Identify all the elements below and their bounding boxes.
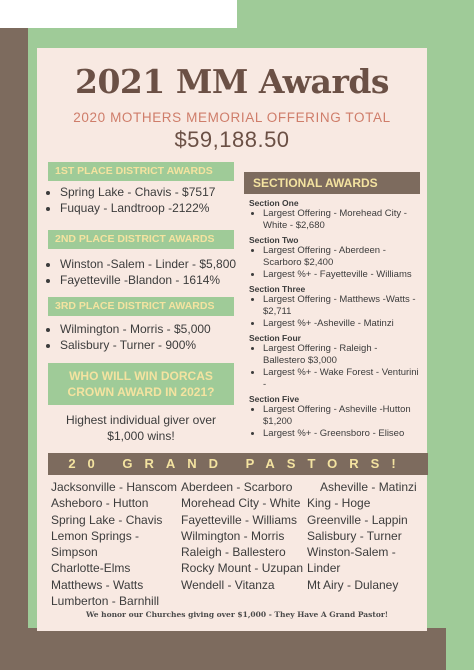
list-item: Morehead City - White xyxy=(181,496,301,511)
list-item: Greenville - Lappin xyxy=(307,512,408,527)
list-item: Charlotte-Elms xyxy=(51,561,131,576)
top-right-green-band xyxy=(237,0,474,28)
list-item: Winston-Salem -Linder xyxy=(307,545,396,576)
list-item: • Spring Lake - Chavis - $7517 xyxy=(60,184,238,200)
list-item: • Winston -Salem - Linder - $5,800 xyxy=(60,256,240,272)
top-left-band xyxy=(0,0,237,28)
section-title: Section Four xyxy=(249,333,301,343)
first-place-list xyxy=(48,184,238,216)
section-title: Section One xyxy=(249,198,299,208)
sectional-awards xyxy=(249,198,421,440)
list-item: Asheville - Matinzi xyxy=(320,480,417,494)
dorcas-question: WHO WILL WIN DORCAS CROWN AWARD IN 2021? xyxy=(48,363,234,405)
page-title: 2021 MM Awards xyxy=(75,62,389,101)
sectional-heading: SECTIONAL AWARDS xyxy=(244,172,420,194)
list-item: • Fuquay - Landtroop -2122% xyxy=(60,200,238,216)
list-item: Asheboro - Hutton xyxy=(51,496,149,511)
offering-subtitle: 2020 MOTHERS MEMORIAL OFFERING TOTAL xyxy=(73,110,391,125)
list-item: Rocky Mount - Uzupan xyxy=(181,561,304,576)
section-item: • Largest %+ - Greensboro - Eliseo xyxy=(263,428,421,440)
grand-pastors-heading: 20 GRAND PASTORS! xyxy=(48,453,428,475)
list-item: Fayetteville - Williams xyxy=(181,512,298,527)
dorcas-answer: Highest individual giver over $1,000 wins! xyxy=(65,413,217,443)
list-item: • Salisbury - Turner - 900% xyxy=(60,337,238,353)
list-item: Salisbury - Turner xyxy=(307,528,402,543)
second-place-heading: 2ND PLACE DISTRICT AWARDS xyxy=(48,230,234,249)
list-item: Jacksonville - Hanscom xyxy=(51,480,178,494)
list-item: Matthews - Watts xyxy=(51,577,144,592)
offering-total: $59,188.50 xyxy=(174,127,290,152)
section-item: • Largest %+ - Wake Forest - Venturini - xyxy=(263,367,421,391)
grand-pastors-column-2 xyxy=(181,479,311,593)
list-item: Wilmington - Morris xyxy=(181,528,285,543)
list-item: Raleigh - Ballestero xyxy=(181,545,286,560)
list-item: Aberdeen - Scarboro xyxy=(181,480,293,494)
list-item: • Fayetteville -Blandon - 1614% xyxy=(60,272,240,288)
section-item: • Largest Offering - Raleigh - Ballestero $3,000 xyxy=(263,343,421,367)
section-item: • Largest %+ - Fayetteville - Williams xyxy=(263,269,421,281)
section-title: Section Two xyxy=(249,235,299,245)
list-item: Wendell - Vitanza xyxy=(181,577,275,592)
list-item: Mt Airy - Dulaney xyxy=(307,577,399,592)
grand-pastors-column-3 xyxy=(307,479,429,593)
list-item: • Wilmington - Morris - $5,000 xyxy=(60,321,238,337)
third-place-list xyxy=(48,321,238,353)
list-item: Spring Lake - Chavis xyxy=(51,512,163,527)
section-item: • Largest Offering - Matthews -Watts - $2,711 xyxy=(263,294,421,318)
list-item: Lemon Springs - Simpson xyxy=(51,528,140,560)
second-place-list xyxy=(48,256,240,288)
list-item: Lumberton - Barnhill xyxy=(51,594,160,609)
section-item: • Largest %+ -Asheville - Matinzi xyxy=(263,318,421,330)
list-item: King - Hoge xyxy=(307,496,371,511)
section-item: • Largest Offering - Asheville -Hutton $1,200 xyxy=(263,404,421,428)
first-place-heading: 1ST PLACE DISTRICT AWARDS xyxy=(48,162,234,181)
right-green-band xyxy=(446,28,474,670)
section-title: Section Three xyxy=(249,284,306,294)
footer-note: We honor our Churches giving over $1,000 - They Have A Grand Pastor! xyxy=(85,610,389,619)
grand-pastors-column-1 xyxy=(51,479,181,609)
section-item: • Largest Offering - Aberdeen -Scarboro $2,400 xyxy=(263,245,421,269)
section-title: Section Five xyxy=(249,394,300,404)
third-place-heading: 3RD PLACE DISTRICT AWARDS xyxy=(48,297,234,316)
section-item: • Largest Offering - Morehead City - White - $2,680 xyxy=(263,208,421,232)
